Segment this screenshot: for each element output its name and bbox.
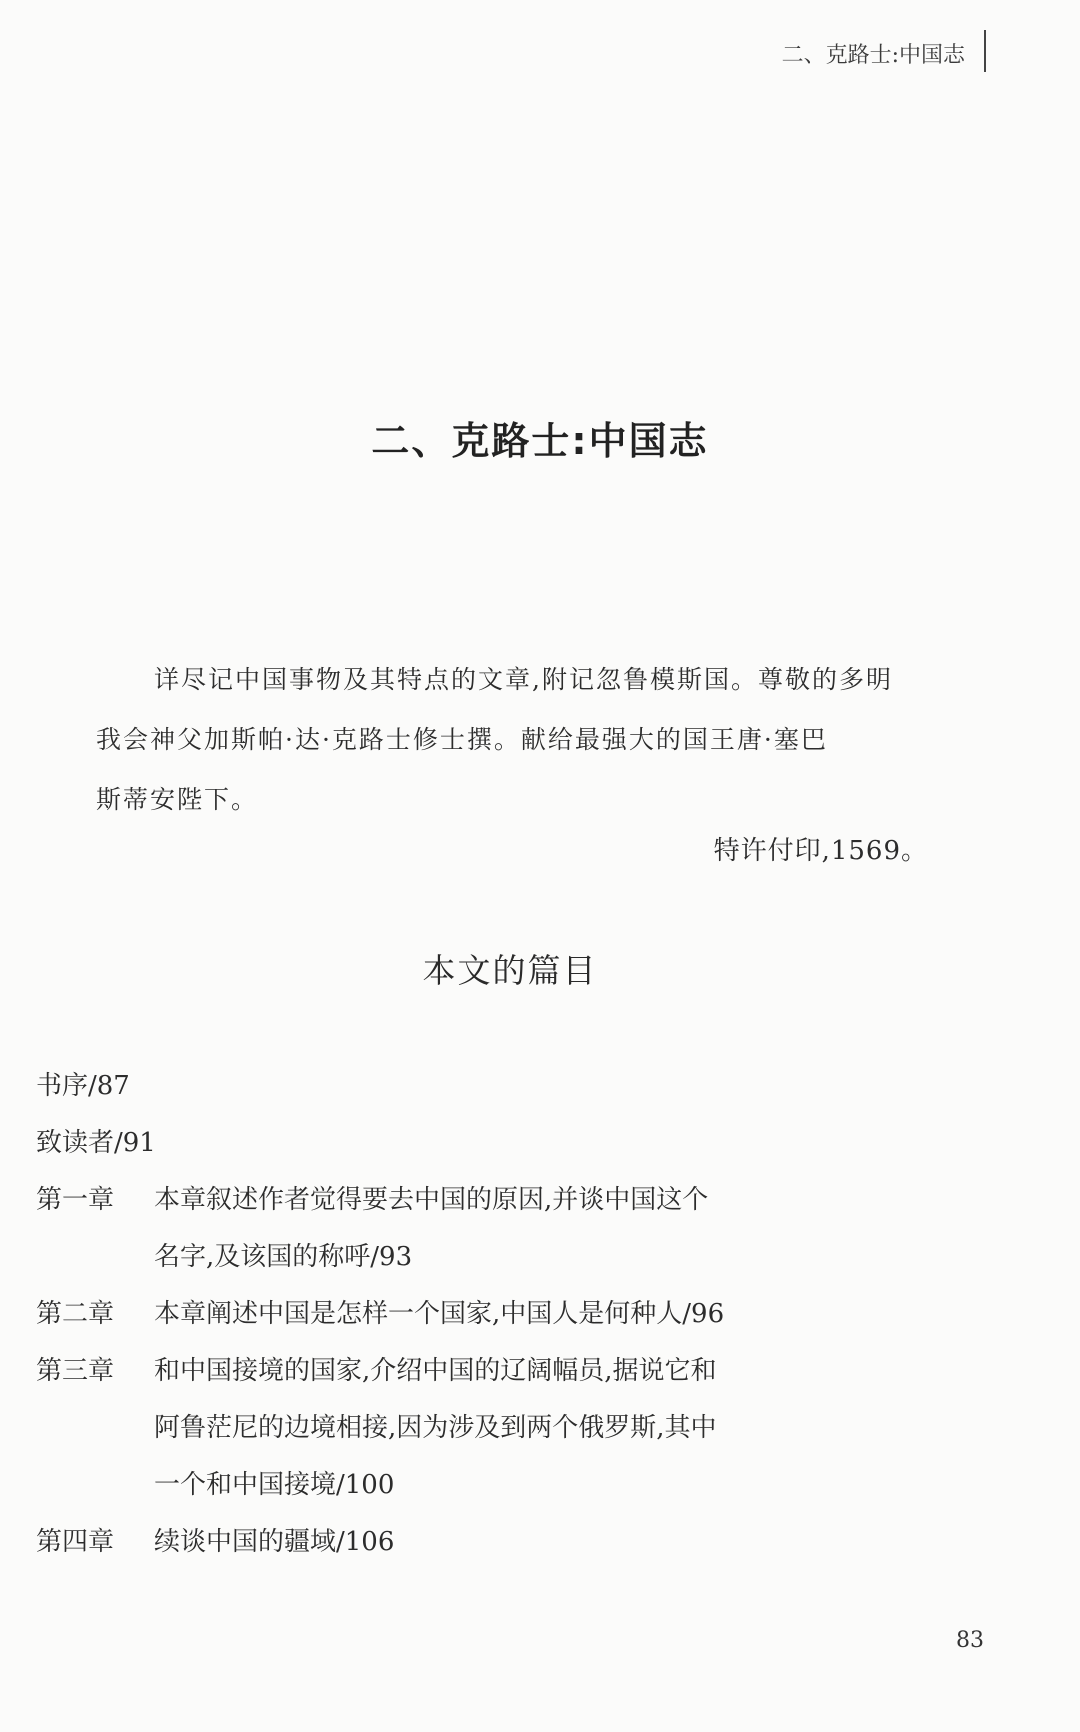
- contents-heading: 本文的篇目: [422, 951, 598, 990]
- toc-entry-chapter-1: [36, 1172, 836, 1286]
- page-number: 83: [956, 1628, 984, 1653]
- toc-entry-chapter-4: [36, 1514, 836, 1571]
- toc-chapter-label: 第一章: [36, 1185, 115, 1215]
- toc-chapter-label: 第二章: [36, 1299, 115, 1329]
- toc-line: 阿鲁茫尼的边境相接,因为涉及到两个俄罗斯,其中: [154, 1413, 717, 1443]
- imprint-line: 特许付印,1569。: [713, 836, 928, 866]
- toc-chapter-text: [154, 1172, 836, 1286]
- header-rule: [984, 30, 986, 72]
- toc-entry-chapter-2: [36, 1286, 836, 1343]
- toc-line: 续谈中国的疆域/106: [154, 1527, 395, 1557]
- toc-entry-chapter-3: [36, 1343, 836, 1514]
- toc-line: 本章阐述中国是怎样一个国家,中国人是何种人/96: [154, 1299, 725, 1329]
- toc-line: 名字,及该国的称呼/93: [154, 1242, 413, 1272]
- toc-line: 一个和中国接境/100: [154, 1470, 395, 1500]
- chapter-title: 二、克路士:中国志: [371, 419, 709, 463]
- toc-line: 本章叙述作者觉得要去中国的原因,并谈中国这个: [154, 1185, 709, 1215]
- toc-line: 和中国接境的国家,介绍中国的辽阔幅员,据说它和: [154, 1356, 717, 1386]
- toc-chapter-text: [154, 1286, 836, 1343]
- intro-paragraph: [96, 650, 986, 830]
- table-of-contents: [36, 1058, 836, 1571]
- toc-chapter-label: 第四章: [36, 1527, 115, 1557]
- intro-line: 斯蒂安陛下。: [96, 785, 259, 814]
- toc-entry-to-reader: 致读者/91: [36, 1128, 156, 1158]
- running-header: 二、克路士:中国志: [781, 43, 965, 68]
- intro-line: 详尽记中国事物及其特点的文章,附记忽鲁模斯国。尊敬的多明: [154, 665, 893, 694]
- toc-entry-preface: 书序/87: [36, 1071, 130, 1101]
- toc-chapter-text: [154, 1343, 836, 1514]
- toc-chapter-label: 第三章: [36, 1356, 115, 1386]
- toc-chapter-text: [154, 1514, 836, 1571]
- intro-line: 我会神父加斯帕·达·克路士修士撰。献给最强大的国王唐·塞巴: [96, 725, 828, 754]
